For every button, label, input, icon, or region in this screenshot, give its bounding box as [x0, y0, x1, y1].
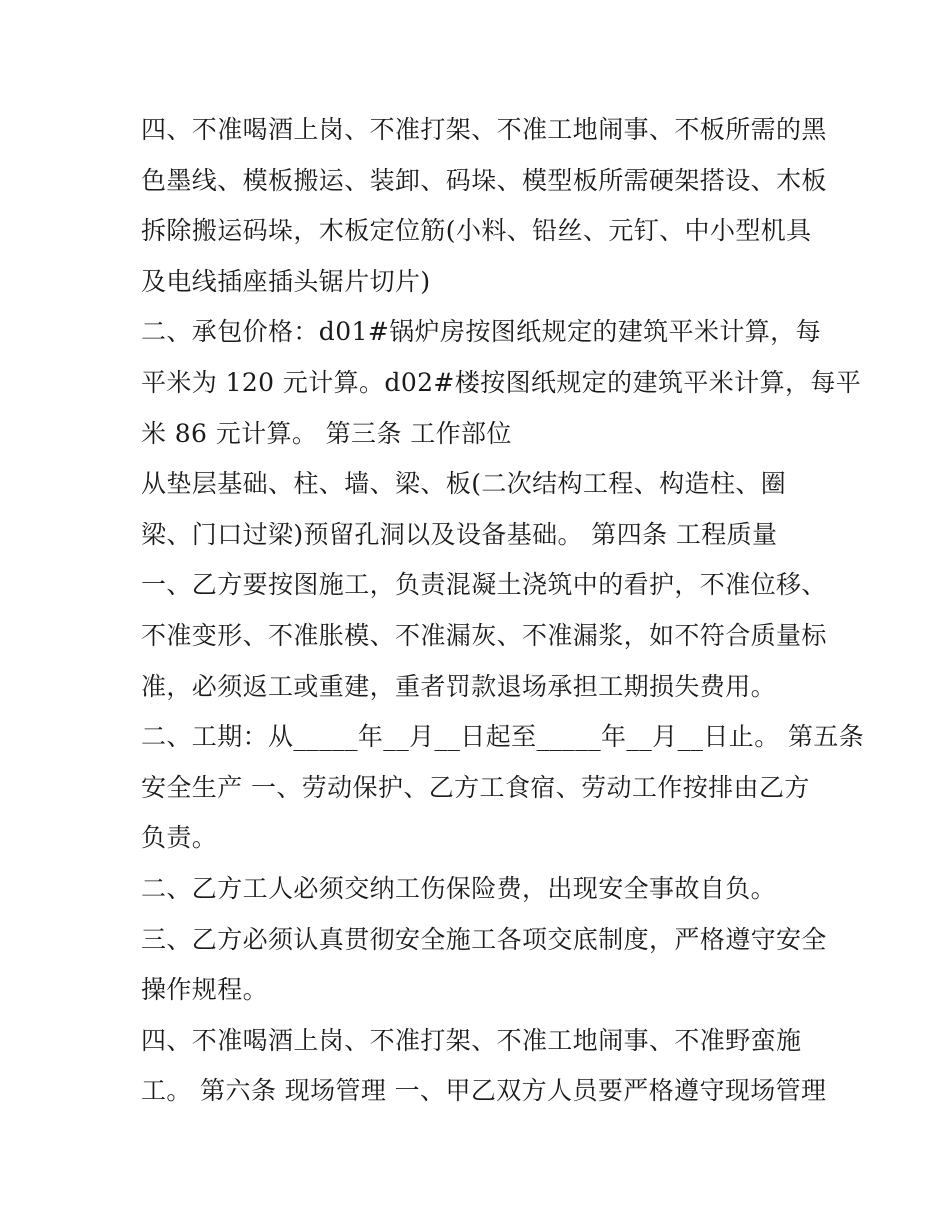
- text-line: 准，必须返工或重建，重者罚款退场承担工期损失费用。: [141, 671, 777, 701]
- text-line: 平米为 120 元计算。d02#楼按图纸规定的建筑平米计算，每平: [141, 367, 862, 397]
- text-line: 四、不准喝酒上岗、不准打架、不准工地闹事、不准野蛮施: [141, 1025, 802, 1055]
- text-line: 负责。: [141, 823, 218, 853]
- text-line: 二、工期：从_____年__月__日起至_____年__月__日止。 第五条: [141, 722, 865, 752]
- text-line: 二、承包价格：d01#锅炉房按图纸规定的建筑平米计算，每: [141, 317, 821, 347]
- text-line: 色墨线、模板搬运、装卸、码垛、模型板所需硬架搭设、木板: [141, 165, 827, 195]
- text-line: 一、乙方要按图施工，负责混凝土浇筑中的看护，不准位移、: [141, 570, 827, 600]
- text-line: 米 86 元计算。 第三条 工作部位: [141, 418, 512, 448]
- text-line: 三、乙方必须认真贯彻安全施工各项交底制度，严格遵守安全: [141, 924, 827, 954]
- text-line: 安全生产 一、劳动保护、乙方工食宿、劳动工作按排由乙方: [141, 772, 810, 802]
- text-line: 二、乙方工人必须交纳工伤保险费，出现安全事故自负。: [141, 873, 777, 903]
- document-body: [141, 105, 865, 1117]
- text-line: 四、不准喝酒上岗、不准打架、不准工地闹事、不板所需的黑: [141, 115, 827, 144]
- text-line: 不准变形、不准胀模、不准漏灰、不准漏浆，如不符合质量标: [141, 620, 827, 650]
- text-line: 梁、门口过梁)预留孔洞以及设备基础。 第四条 工程质量: [141, 519, 778, 549]
- text-line: 从垫层基础、柱、墙、梁、板(二次结构工程、构造柱、圈: [141, 469, 787, 499]
- text-line: 操作规程。: [141, 975, 269, 1005]
- text-line: 拆除搬运码垛，木板定位筋(小料、铅丝、元钉、中小型机具: [141, 216, 812, 246]
- text-line: 工。 第六条 现场管理 一、甲乙双方人员要严格遵守现场管理: [141, 1076, 827, 1106]
- text-line: 及电线插座插头锯片切片): [141, 266, 431, 296]
